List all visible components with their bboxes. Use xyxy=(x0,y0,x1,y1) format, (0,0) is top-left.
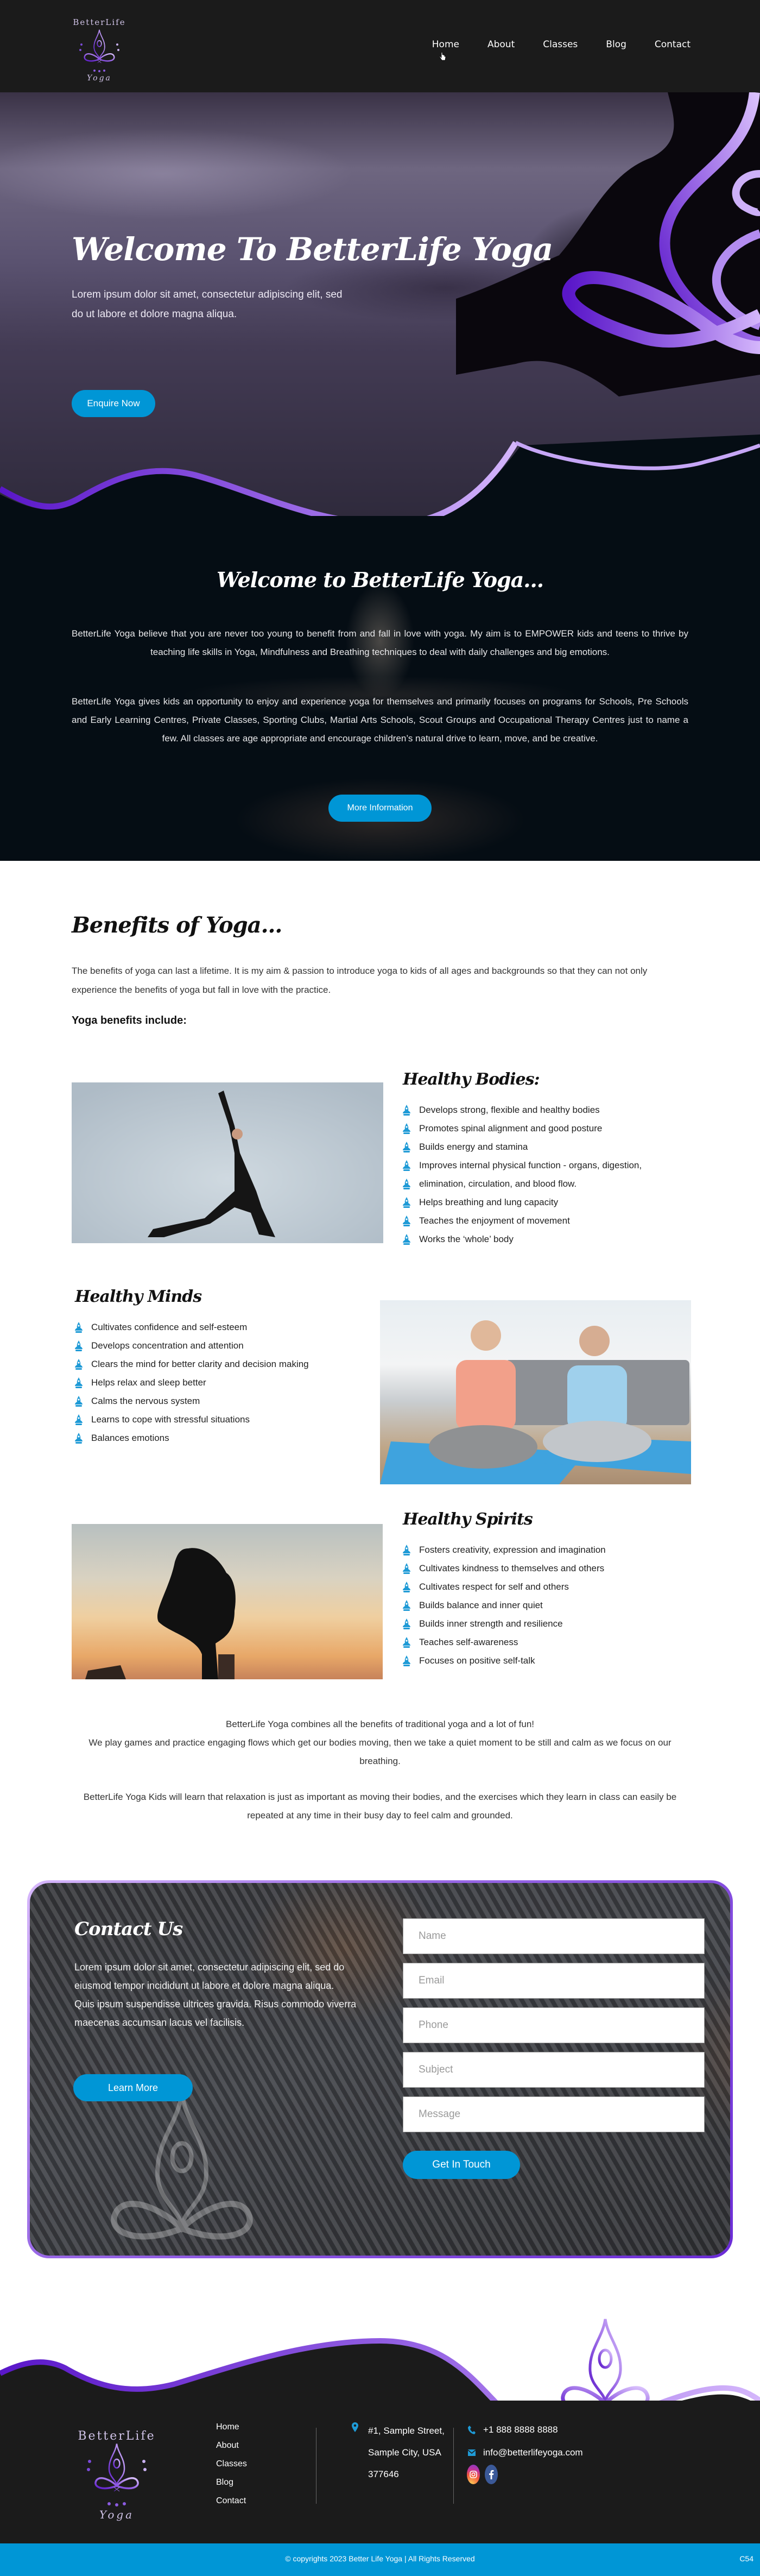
welcome-paragraph: BetterLife Yoga believe that you are never too young to benefit from and fall in love with yoga. My aim is to EMPOWER kids and teens to thrive by teaching life skills in Yoga, Mindfulness and Breathing techniques to deal with daily challenges and big emotions. xyxy=(72,628,688,657)
instagram-icon[interactable] xyxy=(467,2465,480,2484)
list-item: Learns to cope with stressful situations xyxy=(75,1410,309,1429)
footer-wave-divider xyxy=(0,2292,760,2417)
list-item: Builds inner strength and resilience xyxy=(403,1615,606,1633)
name-field[interactable] xyxy=(403,1918,705,1954)
list-item: Improves internal physical function - organs, digestion, xyxy=(403,1156,642,1175)
list-item: Develops strong, flexible and healthy bodies xyxy=(403,1101,642,1119)
yoga-bullet-icon xyxy=(403,1563,410,1574)
site-header xyxy=(0,0,760,92)
mail-icon xyxy=(468,2449,476,2456)
benefits-subtitle: Yoga benefits include: xyxy=(72,1015,187,1026)
healthy-spirits-block xyxy=(403,1510,606,1670)
yoga-bullet-icon xyxy=(403,1179,410,1189)
list-item: Clears the mind for better clarity and decision making xyxy=(75,1355,309,1374)
copyright-text: © copyrights 2023 Better Life Yoga | All Rights Reserved xyxy=(285,2554,475,2563)
healthy-minds-list xyxy=(75,1318,309,1447)
list-item: Helps breathing and lung capacity xyxy=(403,1193,642,1212)
footer-phone[interactable]: +1 888 8888 8888 xyxy=(468,2424,558,2435)
list-item: Builds balance and inner quiet xyxy=(403,1596,606,1615)
svg-text:BetterLife: BetterLife xyxy=(73,17,126,27)
footer-link-classes[interactable]: Classes xyxy=(216,2459,247,2468)
contact-title: Contact Us xyxy=(74,1918,183,1940)
yoga-bullet-icon xyxy=(75,1433,83,1444)
list-item: Teaches the enjoyment of movement xyxy=(403,1212,642,1230)
phone-field[interactable] xyxy=(403,2007,705,2043)
yoga-bullet-icon xyxy=(403,1197,410,1208)
list-item: Teaches self-awareness xyxy=(403,1633,606,1652)
lunge-pose-photo xyxy=(72,1082,383,1243)
hero-section xyxy=(0,92,760,516)
svg-text:Yoga: Yoga xyxy=(99,2508,135,2521)
main-nav xyxy=(432,39,691,50)
message-field[interactable] xyxy=(403,2096,705,2132)
closing-text: BetterLife Yoga Kids will learn that relaxation is just as important as moving their bodies, and the exercises which they learn in class can easily be repeated at any time in their busy day to feel calm and grounded. xyxy=(83,1792,677,1821)
yoga-bullet-icon xyxy=(403,1655,410,1666)
subject-field[interactable] xyxy=(403,2052,705,2088)
list-item: Builds energy and stamina xyxy=(403,1138,642,1156)
footer-link-about[interactable]: About xyxy=(216,2441,239,2450)
nav-about[interactable]: About xyxy=(487,39,515,50)
hero-title: Welcome To BetterLife Yoga xyxy=(72,231,553,268)
footer-link-contact[interactable]: Contact xyxy=(216,2496,246,2505)
location-pin-icon xyxy=(352,2422,358,2433)
list-item: Balances emotions xyxy=(75,1429,309,1447)
yoga-bullet-icon xyxy=(75,1340,83,1351)
list-item: Cultivates confidence and self-esteem xyxy=(75,1318,309,1337)
healthy-bodies-block xyxy=(403,1070,642,1249)
list-item: Helps relax and sleep better xyxy=(75,1374,309,1392)
svg-text:BetterLife: BetterLife xyxy=(78,2429,156,2443)
benefits-title: Benefits of Yoga... xyxy=(72,912,282,938)
yoga-bullet-icon xyxy=(403,1105,410,1116)
yoga-bullet-icon xyxy=(75,1414,83,1425)
divider xyxy=(453,2428,454,2504)
list-item: elimination, circulation, and blood flow. xyxy=(403,1175,642,1193)
copyright-bar xyxy=(0,2543,760,2576)
yoga-bullet-icon xyxy=(403,1160,410,1171)
contact-form xyxy=(403,1918,707,2179)
footer-link-home[interactable]: Home xyxy=(216,2422,239,2432)
list-item: Fosters creativity, expression and imagination xyxy=(403,1541,606,1559)
social-links xyxy=(467,2465,498,2484)
healthy-bodies-list xyxy=(403,1101,642,1249)
closing-text: BetterLife Yoga combines all the benefits of traditional yoga and a lot of fun! We play games and practice engaging flows which get our bodies moving, then we take a quiet moment to be still and calm as we focus on our breathing. xyxy=(88,1719,672,1766)
welcome-section xyxy=(0,516,760,861)
yoga-bullet-icon xyxy=(403,1545,410,1555)
footer-logo[interactable] xyxy=(73,2423,160,2521)
yoga-bullet-icon xyxy=(403,1637,410,1648)
brand-logo[interactable] xyxy=(69,11,129,83)
footer-email[interactable]: info@betterlifeyoga.com xyxy=(468,2447,583,2458)
footer-address: #1, Sample Street, Sample City, USA 377646 xyxy=(352,2422,445,2485)
svg-text:Yoga: Yoga xyxy=(87,74,112,83)
site-footer xyxy=(0,2401,760,2543)
hero-text: Lorem ipsum dolor sit amet, consectetur adipiscing elit, sed do ut labore et dolore magna aliqua. xyxy=(72,289,343,320)
build-tag: C54 xyxy=(739,2554,753,2563)
nav-contact[interactable]: Contact xyxy=(654,39,691,50)
sunset-dancer-pose-photo xyxy=(72,1524,383,1679)
contact-text: Lorem ipsum dolor sit amet, consectetur adipiscing elit, sed do eiusmod tempor incididunt ut labore et dolore magna aliqua. Quis ipsum suspendisse ultrices gravida. Risus commodo viverra maecenas accumsan lacus vel facilisis. xyxy=(74,1962,357,2028)
welcome-title: Welcome to BetterLife Yoga... xyxy=(217,568,543,592)
list-item: Cultivates kindness to themselves and others xyxy=(403,1559,606,1578)
healthy-minds-title: Healthy Minds xyxy=(75,1287,202,1306)
healthy-spirits-title: Healthy Spirits xyxy=(403,1510,533,1529)
yoga-bullet-icon xyxy=(75,1377,83,1388)
yoga-bullet-icon xyxy=(403,1600,410,1611)
nav-home[interactable]: Home xyxy=(432,39,459,50)
list-item: Calms the nervous system xyxy=(75,1392,309,1410)
welcome-paragraph: BetterLife Yoga gives kids an opportunity to enjoy and experience yoga for themselves and primarily focuses on programs for Schools, Pre Schools and Early Learning Centres, Private Classes, Sporting Clubs, Martial Arts Schools, Scout Groups and Occupational Therapy Centres just to name a few. All classes are age appropriate and encourage children’s natural drive to learn, move, and be creative. xyxy=(72,696,688,744)
more-information-button[interactable]: More Information xyxy=(328,795,432,822)
yoga-bullet-icon xyxy=(75,1359,83,1370)
yoga-bullet-icon xyxy=(403,1618,410,1629)
healthy-bodies-title: Healthy Bodies: xyxy=(403,1070,540,1089)
hero-wave-divider xyxy=(0,402,760,516)
yoga-bullet-icon xyxy=(403,1582,410,1592)
nav-classes[interactable]: Classes xyxy=(543,39,578,50)
list-item: Develops concentration and attention xyxy=(75,1337,309,1355)
nav-blog[interactable]: Blog xyxy=(606,39,626,50)
healthy-spirits-list xyxy=(403,1541,606,1670)
footer-nav xyxy=(216,2422,247,2515)
list-item: Focuses on positive self-talk xyxy=(403,1652,606,1670)
yoga-bullet-icon xyxy=(403,1123,410,1134)
learn-more-button[interactable]: Learn More xyxy=(73,2074,193,2101)
footer-link-blog[interactable]: Blog xyxy=(216,2478,234,2487)
list-item: Promotes spinal alignment and good posture xyxy=(403,1119,642,1138)
yoga-bullet-icon xyxy=(75,1322,83,1333)
yoga-bullet-icon xyxy=(75,1396,83,1407)
list-item: Cultivates respect for self and others xyxy=(403,1578,606,1596)
enquire-now-button[interactable]: Enquire Now xyxy=(72,390,155,417)
benefits-intro: The benefits of yoga can last a lifetime. It is my aim & passion to introduce yoga to kids of all ages and backgrounds so that they can not only experience the benefits of yoga but fall in love with the practice. xyxy=(72,966,648,995)
yoga-bullet-icon xyxy=(403,1142,410,1152)
hand-cursor-icon xyxy=(439,52,446,63)
facebook-icon[interactable] xyxy=(485,2465,498,2484)
healthy-minds-block xyxy=(75,1287,309,1447)
get-in-touch-button[interactable]: Get In Touch xyxy=(403,2151,520,2179)
contact-section xyxy=(27,1880,733,2258)
yoga-bullet-icon xyxy=(403,1215,410,1226)
yoga-bullet-icon xyxy=(403,1234,410,1245)
couple-meditating-photo xyxy=(380,1300,691,1484)
lotus-watermark-icon xyxy=(62,2089,301,2256)
email-field[interactable] xyxy=(403,1963,705,1999)
phone-icon xyxy=(468,2426,476,2434)
list-item: Works the ‘whole’ body xyxy=(403,1230,642,1249)
